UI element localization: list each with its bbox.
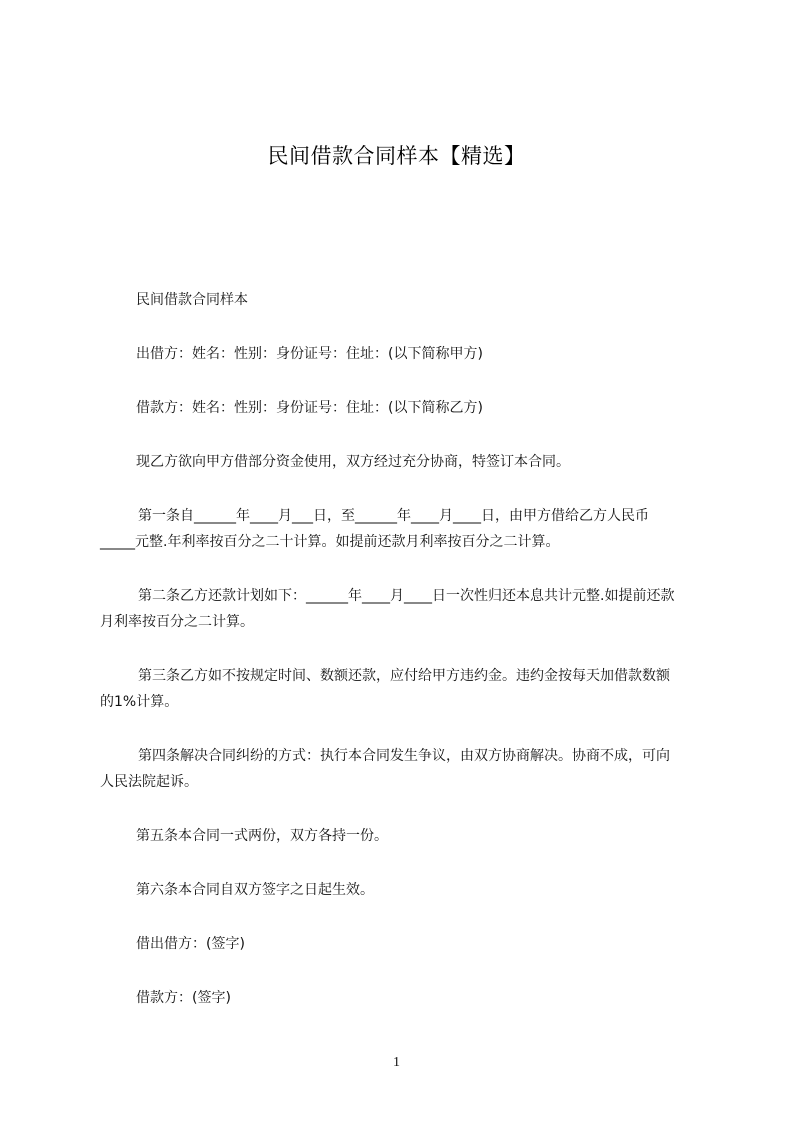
clause-6: 第六条本合同自双方签字之日起生效。 bbox=[136, 882, 374, 898]
clause-5: 第五条本合同一式两份，双方各持一份。 bbox=[136, 828, 388, 844]
document-title: 民间借款合同样本【精选】 bbox=[267, 144, 526, 168]
paragraph-intro: 现乙方欲向甲方借部分资金使用，双方经过充分协商，特签订本合同。 bbox=[136, 454, 570, 470]
paragraph-lender: 出借方：姓名：性别：身份证号：住址：(以下简称甲方) bbox=[136, 346, 483, 362]
clause-1: 第一条自______年____月___日，至______年____月____日，由甲方借给乙方人民币_____元整.年利率按百分之二十计算。如提前还款月利率按百分之二计算。 bbox=[100, 508, 649, 550]
document-body bbox=[100, 287, 701, 1039]
paragraph-borrower: 借款方：姓名：性别：身份证号：住址：(以下简称乙方) bbox=[136, 400, 483, 416]
paragraph-heading: 民间借款合同样本 bbox=[136, 292, 248, 308]
signature-lender: 借出借方：(签字) bbox=[136, 936, 245, 952]
clause-4: 第四条解决合同纠纷的方式：执行本合同发生争议，由双方协商解决。协商不成，可向人民法院起诉。 bbox=[100, 748, 670, 790]
signature-borrower: 借款方：(签字) bbox=[136, 990, 231, 1006]
page-number: 1 bbox=[393, 1055, 400, 1070]
clause-2: 第二条乙方还款计划如下：______年____月____日一次性归还本息共计元整.如提前还款月利率按百分之二计算。 bbox=[100, 588, 675, 630]
clause-3: 第三条乙方如不按规定时间、数额还款，应付给甲方违约金。违约金按每天加借款数额的1%计算。 bbox=[100, 668, 670, 710]
